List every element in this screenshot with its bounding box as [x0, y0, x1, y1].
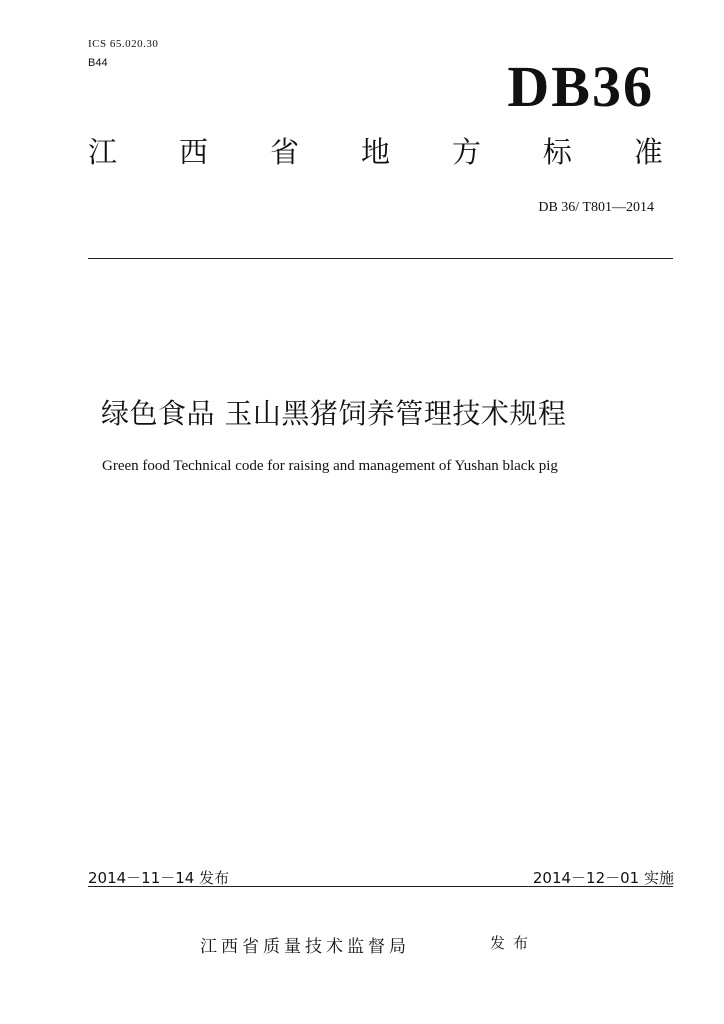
heading-char: 江 — [88, 135, 118, 169]
standard-number: DB 36/ T801—2014 — [538, 200, 654, 215]
ics-code: ICS 65.020.30 — [88, 38, 159, 50]
heading-char: 标 — [542, 135, 572, 169]
heading-char: 省 — [269, 135, 299, 169]
header-divider — [88, 258, 673, 259]
chinese-title: 绿色食品 玉山黑猪饲养管理技术规程 — [101, 397, 567, 430]
db36-logo: DB36 — [507, 54, 654, 119]
implement-date: 2014－12－01 实施 — [532, 869, 674, 887]
heading-char: 西 — [178, 135, 208, 169]
english-title: Green food Technical code for raising and management of Yushan black pig — [102, 458, 558, 474]
footer-divider — [88, 886, 673, 887]
heading-char: 地 — [360, 135, 390, 169]
heading-char: 准 — [633, 135, 663, 169]
issue-label: 发布 — [490, 934, 537, 952]
heading-char: 方 — [451, 135, 481, 169]
classification-code: B44 — [88, 57, 108, 69]
publish-date: 2014－11－14 发布 — [88, 869, 230, 887]
issuing-authority: 江西省质量技术监督局 — [200, 937, 410, 957]
standard-type-heading — [88, 135, 663, 169]
